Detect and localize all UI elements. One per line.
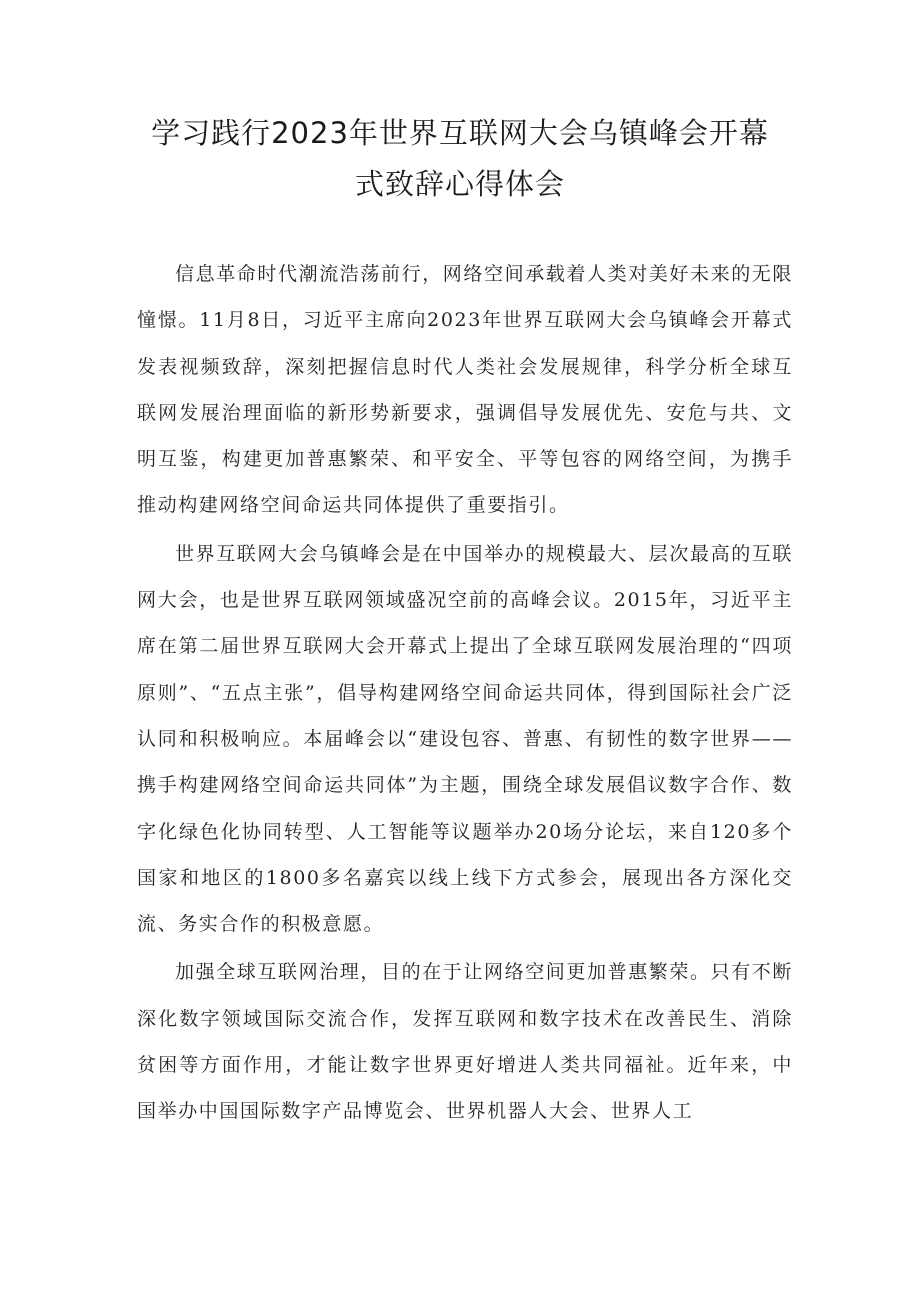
document-body: [137, 251, 793, 1135]
paragraph-3: 加强全球互联网治理，目的在于让网络空间更加普惠繁荣。只有不断深化数字领域国际交流合作，发挥互联网和数字技术在改善民生、消除贫困等方面作用，才能让数字世界更好增进人类共同福祉。近年来，中国举办中国国际数字产品博览会、世界机器人大会、世界人工: [137, 961, 794, 1123]
document-title: [120, 108, 800, 210]
title-line-1: 学习践行2023年世界互联网大会乌镇峰会开幕: [151, 116, 769, 150]
title-line-2: 式致辞心得体会: [354, 167, 565, 201]
paragraph-2: 世界互联网大会乌镇峰会是在中国举办的规模最大、层次最高的互联网大会，也是世界互联网领域盛况空前的高峰会议。2015年，习近平主席在第二届世界互联网大会开幕式上提出了全球互联网发展治理的“四项原则”、“五点主张”，倡导构建网络空间命运共同体，得到国际社会广泛认同和积极响应。本届峰会以“建设包容、普惠、有韧性的数字世界——携手构建网络空间命运共同体”为主题，围绕全球发展倡议数字合作、数字化绿色化协同转型、人工智能等议题举办20场分论坛，来自120多个国家和地区的1800多名嘉宾以线上线下方式参会，展现出各方深化交流、务实合作的积极意愿。: [137, 542, 794, 936]
paragraph-1: 信息革命时代潮流浩荡前行，网络空间承载着人类对美好未来的无限憧憬。11月8日，习近平主席向2023年世界互联网大会乌镇峰会开幕式发表视频致辞，深刻把握信息时代人类社会发展规律，科学分析全球互联网发展治理面临的新形势新要求，强调倡导发展优先、安危与共、文明互鉴，构建更加普惠繁荣、和平安全、平等包容的网络空间，为携手推动构建网络空间命运共同体提供了重要指引。: [137, 263, 794, 517]
